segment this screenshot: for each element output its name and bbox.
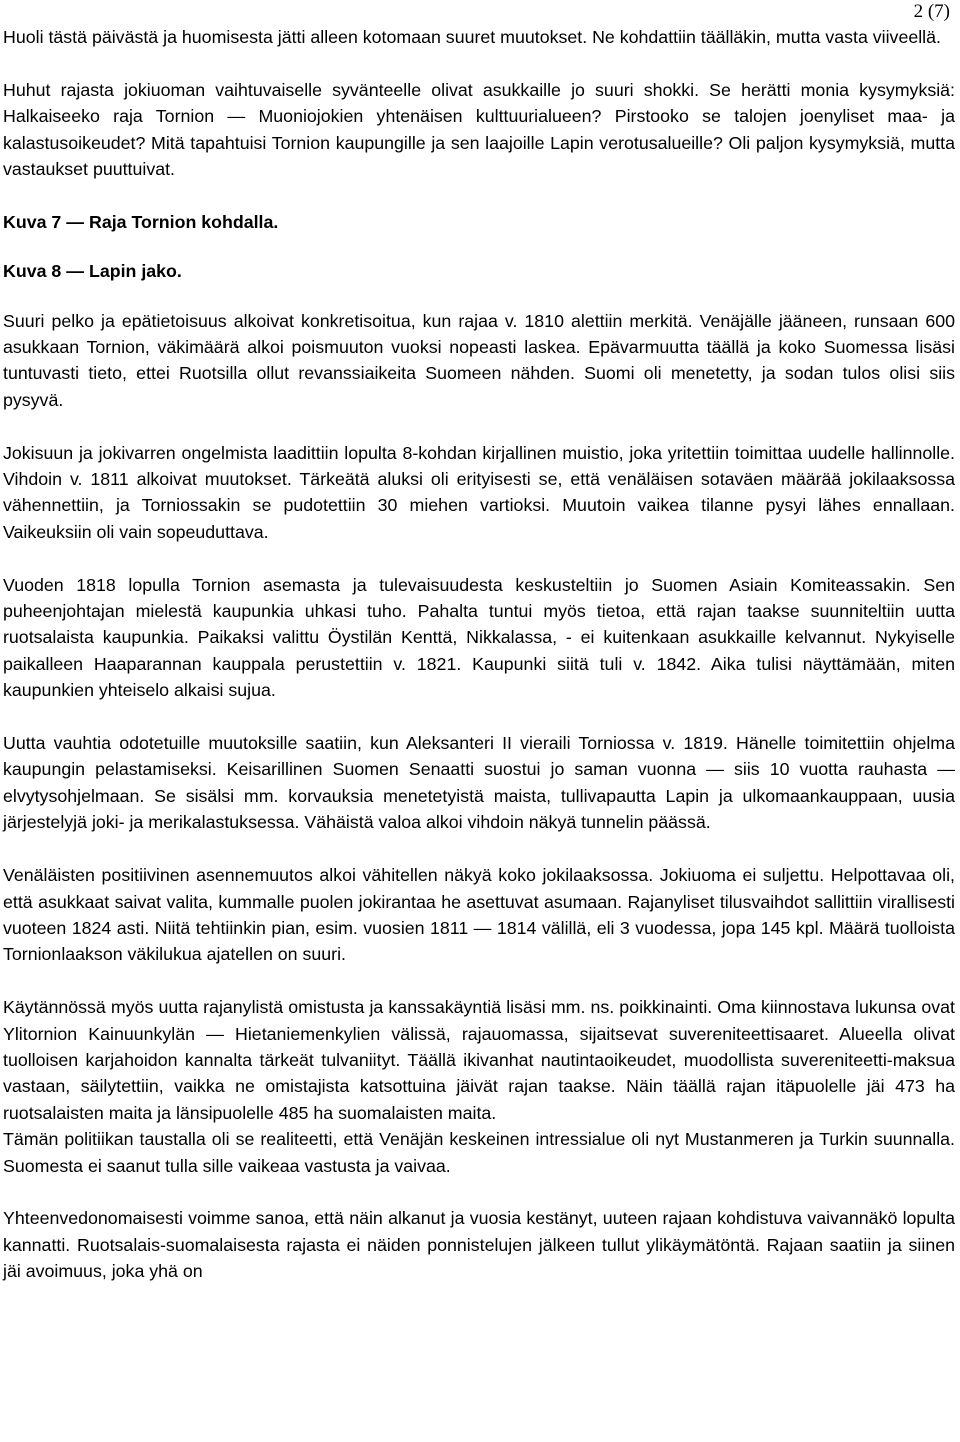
paragraph: Tämän politiikan taustalla oli se realiteetti, että Venäjän keskeinen intressialue oli nyt Mustanmeren ja Turkin suunnalla. Suomesta ei saanut tulla sille vaikeaa vastusta ja vaivaa.: [3, 1129, 955, 1176]
paragraph: Huoli tästä päivästä ja huomisesta jätti alleen kotomaan suuret muutokset. Ne kohdattiin täälläkin, mutta vasta viiveellä.: [3, 27, 941, 47]
paragraph: Venäläisten positiivinen asennemuutos alkoi vähitellen näkyä koko jokilaaksossa. Jokiuoma ei suljettu. Helpottavaa oli, että asukkaat saivat valita, kummalle puolen jokirantaa he asettuvat asumaan. Rajanyliset tilusvaihdot sallittiin virallisesti vuoteen 1824 asti. Niitä tehtiinkin pian, esim. vuosien 1811 — 1814 välillä, eli 3 vuodessa, jopa 145 kpl. Määrä tuolloista Tornionlaakson väkilukua ajatellen on suuri.: [3, 865, 955, 965]
figure-caption: Kuva 7 — Raja Tornion kohdalla.: [3, 211, 279, 232]
paragraph: Suuri pelko ja epätietoisuus alkoivat konkretisoitua, kun rajaa v. 1810 alettiin merkitä. Venäjälle jääneen, runsaan 600 asukkaan Tornion, väkimäärä alkoi poismuuton vuoksi nopeasti laskea. Epävarmuutta täällä ja koko Suomessa lisäsi tuntuvasti tieto, ettei Ruotsilla ollut revanssiaikeita Suomeen nähden. Suomi oli menetetty, ja sodan tulos olisi siis pysyvä.: [3, 310, 955, 410]
paragraph: Yhteenvedonomaisesti voimme sanoa, että näin alkanut ja vuosia kestänyt, uuteen rajaan kohdistuva vaivannäkö lopulta kannatti. Ruotsalais-suomalaisesta rajasta ei näiden ponnistelujen jälkeen tullut ylikäymätöntä. Rajaan saatiin ja siinen jäi avoimuus, joka yhä on: [3, 1208, 955, 1282]
paragraph: Jokisuun ja jokivarren ongelmista laadittiin lopulta 8-kohdan kirjallinen muistio, joka yritettiin toimittaa uudelle hallinnolle. Vihdoin v. 1811 alkoivat muutokset. Tärkeätä aluksi oli erityisesti se, että venäläisen sotaväen määrää jokilaaksossa vähennettiin, ja Torniossakin se pudotettiin 30 miehen vartioksi. Muutoin vaikea tilanne pysyi lähes ennallaan. Vaikeuksiin oli vain sopeuduttava.: [3, 442, 955, 542]
paragraph: Käytännössä myös uutta rajanylistä omistusta ja kanssakäyntiä lisäsi mm. ns. poikkinainti. Oma kiinnostava lukunsa ovat Ylitornion Kainuunkylän — Hietaniemenkylien välissä, rajauomassa, sijaitsevat suvereniteettisaaret. Alueella olivat tuolloisen karjahoidon kannalta tärkeät tulvaniityt. Täällä ikivanhat nautintaoikeudet, muodollista suvereniteetti-maksua vastaan, säilytettiin, vaikka ne omistajista katsottuina jäivät rajan taakse. Näin täällä rajan itäpuolelle jäi 473 ha ruotsalaisten maita ja länsipuolelle 485 ha suomalaisten maita.: [3, 997, 955, 1123]
paragraph: Uutta vauhtia odotetuille muutoksille saatiin, kun Aleksanteri II vieraili Torniossa v. 1819. Hänelle toimitettiin ohjelma kaupungin pelastamiseksi. Keisarillinen Suomen Senaatti suostui jo saman vuonna — siis 10 vuotta rauhasta — elvytysohjelmaan. Se sisälsi mm. korvauksia menetetyistä maista, tullivapautta Lapin ja ulkomaankauppaan, uusia järjestelyjä joki- ja merikalastuksessa. Vähäistä valoa alkoi vihdoin näkyä tunnelin päässä.: [3, 733, 955, 833]
page-number: 2 (7): [913, 1, 950, 22]
figure-caption: Kuva 8 — Lapin jako.: [3, 261, 182, 282]
paragraph: Huhut rajasta jokiuoman vaihtuvaiselle syvänteelle olivat asukkaille jo suuri shokki. Se herätti monia kysymyksiä: Halkaiseeko raja Tornion — Muoniojokien yhtenäisen kulttuurialueen? Pirstooko se talojen joenyliset maa- ja kalastusoikeudet? Mitä tapahtuisi Tornion kaupungille ja sen laajoille Lapin verotusalueille? Oli paljon kysymyksiä, mutta vastaukset puuttuivat.: [3, 79, 955, 180]
paragraph: Vuoden 1818 lopulla Tornion asemasta ja tulevaisuudesta keskusteltiin jo Suomen Asiain Komiteassakin. Sen puheenjohtajan mielestä kaupunkia uhkasi tuho. Pahalta tuntui myös tietoa, että rajan taakse suunniteltiin uutta ruotsalaista kaupunkia. Paikaksi valittu Öystilän Kenttä, Nikkalassa, - ei kuitenkaan asukkaille kelvannut. Nykyiselle paikalleen Haaparannan kauppala perustettiin v. 1821. Kaupunki siitä tuli v. 1842. Aika tulisi näyttämään, miten kaupunkien yhteiselo alkaisi sujua.: [3, 574, 955, 701]
document-body: [3, 24, 955, 1285]
